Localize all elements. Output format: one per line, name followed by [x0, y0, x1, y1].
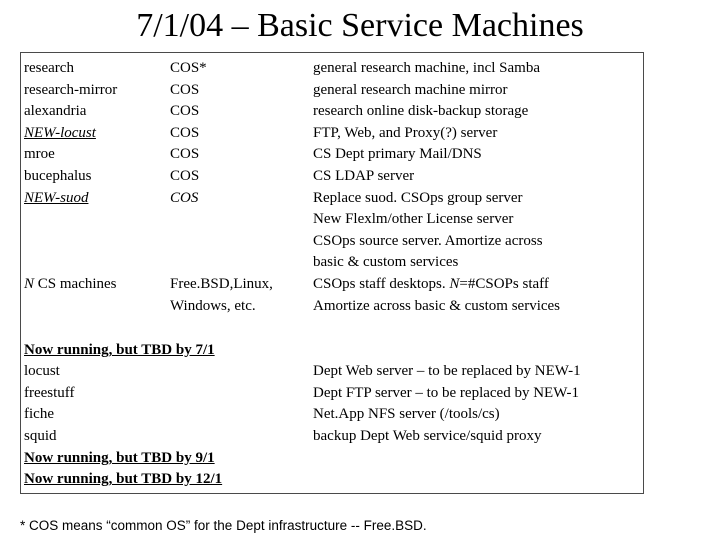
machine-os: COS [170, 190, 199, 206]
machine-os: COS [170, 103, 200, 119]
cs-machines-n: N [24, 276, 35, 292]
cs-machines-label [24, 274, 117, 296]
running-machine-desc: backup Dept Web service/squid proxy [313, 428, 542, 444]
cs-machines-desc-suffix: =#CSOPs staff [459, 276, 549, 292]
machine-desc: CS Dept primary Mail/DNS [313, 146, 482, 162]
cs-machines-os: Windows, etc. [170, 298, 256, 314]
cs-machines-desc-prefix: CSOps staff desktops. [313, 276, 450, 292]
footnote: * COS means “common OS” for the Dept infrastructure -- Free.BSD. [20, 518, 427, 533]
machine-desc: general research machine, incl Samba [313, 60, 540, 76]
machine-name: bucephalus [24, 168, 92, 184]
running-machine-name: freestuff [24, 385, 75, 401]
machine-desc: research online disk-backup storage [313, 103, 529, 119]
cs-machines-desc: Amortize across basic & custom services [313, 298, 561, 314]
machine-desc: CS LDAP server [313, 168, 415, 184]
section-heading: Now running, but TBD by 7/1 [24, 342, 215, 358]
cs-machines-desc-n: N [449, 276, 460, 292]
machine-name: NEW-locust [24, 125, 96, 141]
section-heading: Now running, but TBD by 9/1 [24, 450, 215, 466]
machine-desc: Replace suod. CSOps group server [313, 190, 523, 206]
cs-machines-desc [313, 274, 549, 296]
machine-os: COS [170, 146, 200, 162]
machine-os: COS [170, 82, 200, 98]
machine-desc: FTP, Web, and Proxy(?) server [313, 125, 498, 141]
cs-machines-os: Free.BSD,Linux, [170, 276, 273, 292]
cs-machines-text: CS machines [34, 276, 117, 292]
machine-desc-extra: CSOps source server. Amortize across [313, 233, 543, 249]
running-machine-desc: Dept Web server – to be replaced by NEW-1 [313, 363, 581, 379]
machine-name: NEW-suod [24, 190, 89, 206]
running-machine-name: locust [24, 363, 60, 379]
machine-os: COS [170, 125, 200, 141]
slide-title: 7/1/04 – Basic Service Machines [136, 7, 584, 44]
section-heading: Now running, but TBD by 12/1 [24, 471, 223, 487]
running-machine-desc: Net.App NFS server (/tools/cs) [313, 406, 500, 422]
running-machine-name: squid [24, 428, 57, 444]
machine-name: mroe [24, 146, 55, 162]
machine-os: COS* [170, 60, 207, 76]
machine-name: research-mirror [24, 82, 118, 98]
machine-desc-extra: New Flexlm/other License server [313, 211, 514, 227]
machine-os: COS [170, 168, 200, 184]
machine-desc-extra: basic & custom services [313, 254, 459, 270]
machine-name: alexandria [24, 103, 87, 119]
running-machine-name: fiche [24, 406, 54, 422]
running-machine-desc: Dept FTP server – to be replaced by NEW-1 [313, 385, 580, 401]
machine-desc: general research machine mirror [313, 82, 508, 98]
machine-name: research [24, 60, 74, 76]
